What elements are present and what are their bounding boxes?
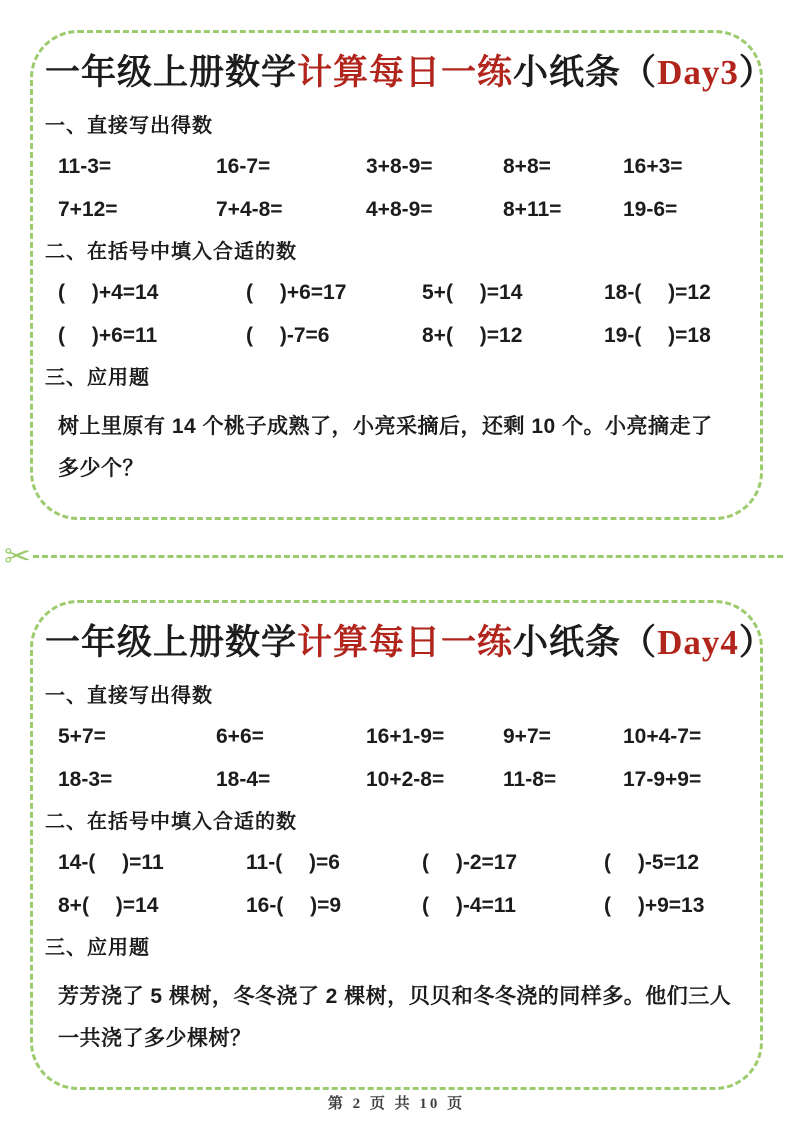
math-problem: ( )-2=17 — [422, 850, 518, 874]
math-problem: 6+6= — [216, 724, 264, 748]
section-heading-word-problem: 三、应用题 — [45, 367, 150, 390]
math-problem: 16+1-9= — [366, 724, 445, 748]
calc-problems-grid — [45, 155, 736, 221]
title-paren-close: ） — [738, 53, 775, 92]
math-problem: 7+12= — [58, 197, 118, 221]
scissors-icon: ✂ — [4, 538, 31, 574]
title-paren-close: ） — [738, 623, 775, 662]
math-problem: 5+7= — [58, 724, 106, 748]
math-problem: 11-( )=6 — [246, 850, 340, 874]
title-highlight: 计算每日一练 — [297, 623, 514, 662]
math-problem: 11-8= — [503, 767, 557, 791]
math-problem: 16+3= — [623, 154, 683, 178]
section-heading-word-problem: 三、应用题 — [45, 937, 150, 960]
worksheet-card-day3 — [30, 30, 775, 520]
cut-line-divider — [0, 538, 793, 574]
word-problem-text: 芳芳浇了 5 棵树，冬冬浇了 2 棵树，贝贝和冬冬浇的同样多。他们三人一共浇了多少棵树？ — [58, 985, 732, 1051]
title-day-label: Day3 — [657, 53, 739, 92]
math-problem: 18-4= — [216, 767, 271, 791]
math-problem: 19-6= — [623, 197, 678, 221]
title-paren-open: （ — [621, 53, 658, 92]
math-problem: 7+4-8= — [216, 197, 283, 221]
math-problem: 18-3= — [58, 767, 113, 791]
title-prefix: 一年级上册数学 — [45, 623, 298, 662]
math-problem: 9+7= — [503, 724, 551, 748]
math-problem: 10+2-8= — [366, 767, 445, 791]
worksheet-title — [45, 621, 775, 665]
math-problem: 18-( )=12 — [604, 280, 711, 304]
math-problem: 8+( )=14 — [58, 894, 159, 918]
math-problem: ( )+9=13 — [604, 894, 705, 918]
math-problem: 19-( )=18 — [604, 324, 711, 348]
math-problem: ( )+6=11 — [58, 324, 158, 348]
title-prefix: 一年级上册数学 — [45, 53, 298, 92]
math-problem: 8+( )=12 — [422, 324, 523, 348]
math-problem: ( )+4=14 — [58, 280, 159, 304]
section-heading-calc: 一、直接写出得数 — [45, 684, 213, 707]
title-day-label: Day4 — [657, 623, 739, 662]
math-problem: 4+8-9= — [366, 197, 433, 221]
dashed-cut-line — [33, 555, 783, 558]
math-problem: 8+11= — [503, 197, 562, 221]
bracket-problems-grid — [45, 851, 736, 917]
section-heading-calc: 一、直接写出得数 — [45, 114, 213, 137]
page-footer: 第 2 页 共 10 页 — [327, 1096, 466, 1112]
word-problem-text: 树上里原有 14 个桃子成熟了，小亮采摘后，还剩 10 个。小亮摘走了多少个？ — [58, 415, 713, 481]
math-problem: 10+4-7= — [623, 724, 702, 748]
title-suffix: 小纸条 — [513, 53, 622, 92]
math-problem: ( )-5=12 — [604, 850, 700, 874]
math-problem: 16-( )=9 — [246, 894, 342, 918]
math-problem: 11-3= — [58, 154, 112, 178]
math-problem: 16-7= — [216, 154, 271, 178]
math-problem: 14-( )=11 — [58, 850, 164, 874]
title-paren-open: （ — [621, 623, 658, 662]
section-heading-brackets: 二、在括号中填入合适的数 — [45, 240, 297, 263]
section-heading-brackets: 二、在括号中填入合适的数 — [45, 810, 297, 833]
title-suffix: 小纸条 — [513, 623, 622, 662]
math-problem: 8+8= — [503, 154, 551, 178]
worksheet-title — [45, 51, 775, 95]
calc-problems-grid — [45, 725, 736, 791]
title-highlight: 计算每日一练 — [297, 53, 514, 92]
worksheet-card-day4 — [30, 600, 775, 1090]
math-problem: 3+8-9= — [366, 154, 433, 178]
math-problem: ( )-7=6 — [246, 324, 330, 348]
math-problem: ( )+6=17 — [246, 280, 347, 304]
math-problem: ( )-4=11 — [422, 894, 516, 918]
bracket-problems-grid — [45, 281, 736, 347]
math-problem: 5+( )=14 — [422, 280, 523, 304]
math-problem: 17-9+9= — [623, 767, 702, 791]
